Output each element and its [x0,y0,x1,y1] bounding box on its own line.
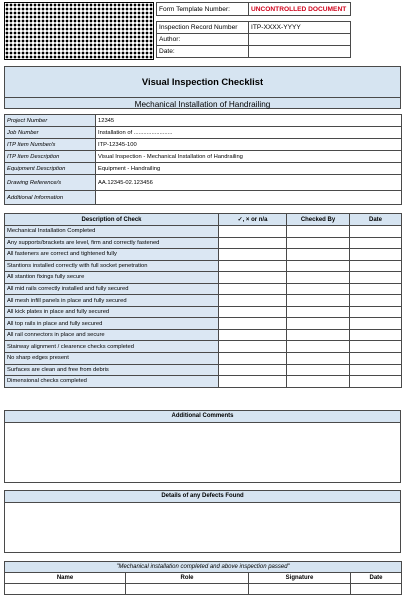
info-label: Additional Information [5,191,96,205]
checklist-header-checked-by: Checked By [287,214,350,226]
check-date-cell[interactable] [350,295,402,307]
check-description: All fasteners are correct and tightened fully [5,249,219,261]
check-date-cell[interactable] [350,237,402,249]
check-result-cell[interactable] [219,260,287,272]
checklist-row [5,226,402,238]
additional-comments-heading: Additional Comments [5,411,400,423]
check-checked-by-cell[interactable] [287,329,350,341]
record-number-value[interactable]: ITP-XXXX-YYYY [249,22,351,34]
check-date-cell[interactable] [350,376,402,388]
date-label: Date: [157,46,249,58]
info-row [5,151,402,163]
additional-comments-area[interactable] [5,423,400,484]
check-description: No sharp edges present [5,353,219,365]
check-date-cell[interactable] [350,341,402,353]
checklist-row [5,318,402,330]
info-row [5,115,402,127]
check-checked-by-cell[interactable] [287,283,350,295]
check-date-cell[interactable] [350,249,402,261]
info-label: Equipment Description [5,163,96,175]
defects-heading: Details of any Defects Found [5,491,400,503]
check-date-cell[interactable] [350,318,402,330]
checklist-row [5,329,402,341]
check-checked-by-cell[interactable] [287,226,350,238]
signoff-date-cell[interactable] [351,584,402,595]
check-checked-by-cell[interactable] [287,272,350,284]
check-date-cell[interactable] [350,260,402,272]
check-result-cell[interactable] [219,272,287,284]
date-value[interactable] [249,46,351,58]
checklist-row [5,376,402,388]
check-result-cell[interactable] [219,364,287,376]
check-checked-by-cell[interactable] [287,353,350,365]
check-result-cell[interactable] [219,341,287,353]
check-date-cell[interactable] [350,329,402,341]
info-row [5,191,402,205]
checklist-row [5,272,402,284]
check-result-cell[interactable] [219,249,287,261]
form-header-table [156,2,351,58]
check-description: Any supports/brackets are level, firm and correctly fastened [5,237,219,249]
check-result-cell[interactable] [219,226,287,238]
check-checked-by-cell[interactable] [287,249,350,261]
checklist-row [5,341,402,353]
check-result-cell[interactable] [219,237,287,249]
page-subtitle: Mechanical Installation of Handrailing [5,97,400,111]
info-label: Job Number [5,127,96,139]
info-value[interactable]: AA.12345-02.123456 [96,175,402,191]
info-row [5,139,402,151]
check-result-cell[interactable] [219,283,287,295]
check-checked-by-cell[interactable] [287,364,350,376]
checklist-row [5,249,402,261]
info-row [5,127,402,139]
checklist-header-date: Date [350,214,402,226]
title-block [4,66,401,109]
record-number-label: Inspection Record Number [157,22,249,34]
check-date-cell[interactable] [350,226,402,238]
check-description: Mechanical Installation Completed [5,226,219,238]
signoff-header-role: Role [126,573,249,584]
author-value[interactable] [249,34,351,46]
check-description: All mid rails correctly installed and fully secured [5,283,219,295]
check-description: Stairway alignment / clearence checks completed [5,341,219,353]
info-label: Drawing Reference/s [5,175,96,191]
check-checked-by-cell[interactable] [287,295,350,307]
page-title: Visual Inspection Checklist [141,76,264,87]
info-value[interactable]: ITP-12345-100 [96,139,402,151]
check-checked-by-cell[interactable] [287,376,350,388]
checklist-header-result: ✓, × or n/a [219,214,287,226]
check-description: Dimensional checks completed [5,376,219,388]
signoff-header-name: Name [5,573,126,584]
check-description: All stantion fixings fully secure [5,272,219,284]
check-date-cell[interactable] [350,364,402,376]
additional-comments-section [4,410,401,483]
check-description: All kick plates in place and fully secured [5,306,219,318]
check-description: All top rails in place and fully secured [5,318,219,330]
signoff-header-signature: Signature [249,573,351,584]
project-info-table [4,114,402,205]
checklist-row [5,306,402,318]
info-value[interactable] [96,191,402,205]
template-number-label: Form Template Number: [157,3,249,16]
check-result-cell[interactable] [219,306,287,318]
info-label: ITP Item Number/s [5,139,96,151]
checklist-row [5,260,402,272]
check-result-cell[interactable] [219,318,287,330]
signoff-signature-cell[interactable] [249,584,351,595]
check-checked-by-cell[interactable] [287,341,350,353]
author-label: Author: [157,34,249,46]
check-date-cell[interactable] [350,306,402,318]
check-result-cell[interactable] [219,376,287,388]
info-label: ITP Item Description [5,151,96,163]
check-date-cell[interactable] [350,283,402,295]
info-row [5,163,402,175]
info-row [5,175,402,191]
check-result-cell[interactable] [219,295,287,307]
checklist-row [5,364,402,376]
checklist-row [5,237,402,249]
checklist-header-description: Description of Check [5,214,219,226]
signoff-header-date: Date [351,573,402,584]
check-checked-by-cell[interactable] [287,237,350,249]
check-date-cell[interactable] [350,272,402,284]
check-checked-by-cell[interactable] [287,318,350,330]
checklist-row [5,283,402,295]
info-value[interactable]: 12345 [96,115,402,127]
checklist-row [5,353,402,365]
company-logo [4,2,154,60]
defects-area[interactable] [5,503,400,554]
signoff-role-cell[interactable] [126,584,249,595]
info-label: Project Number [5,115,96,127]
check-checked-by-cell[interactable] [287,260,350,272]
check-checked-by-cell[interactable] [287,306,350,318]
checklist-header-row [5,214,402,226]
checklist-table [4,213,402,388]
signoff-table [4,561,402,595]
check-description: All mesh infill panels in place and fully secured [5,295,219,307]
info-value[interactable]: Equipment - Handrailing [96,163,402,175]
check-description: All rail connectors in place and secure [5,329,219,341]
check-description: Stantions installed correctly with full socket penetration [5,260,219,272]
check-result-cell[interactable] [219,353,287,365]
signoff-name-cell[interactable] [5,584,126,595]
checklist-row [5,295,402,307]
check-date-cell[interactable] [350,353,402,365]
check-result-cell[interactable] [219,329,287,341]
uncontrolled-document-label: UNCONTROLLED DOCUMENT [249,3,351,16]
signoff-note: "Mechanical installation completed and above inspection passed" [5,562,402,573]
defects-section [4,490,401,553]
info-value[interactable]: Installation of ........................ [96,127,402,139]
check-description: Surfaces are clean and free from debris [5,364,219,376]
info-value[interactable]: Visual Inspection - Mechanical Installation of Handrailing [96,151,402,163]
